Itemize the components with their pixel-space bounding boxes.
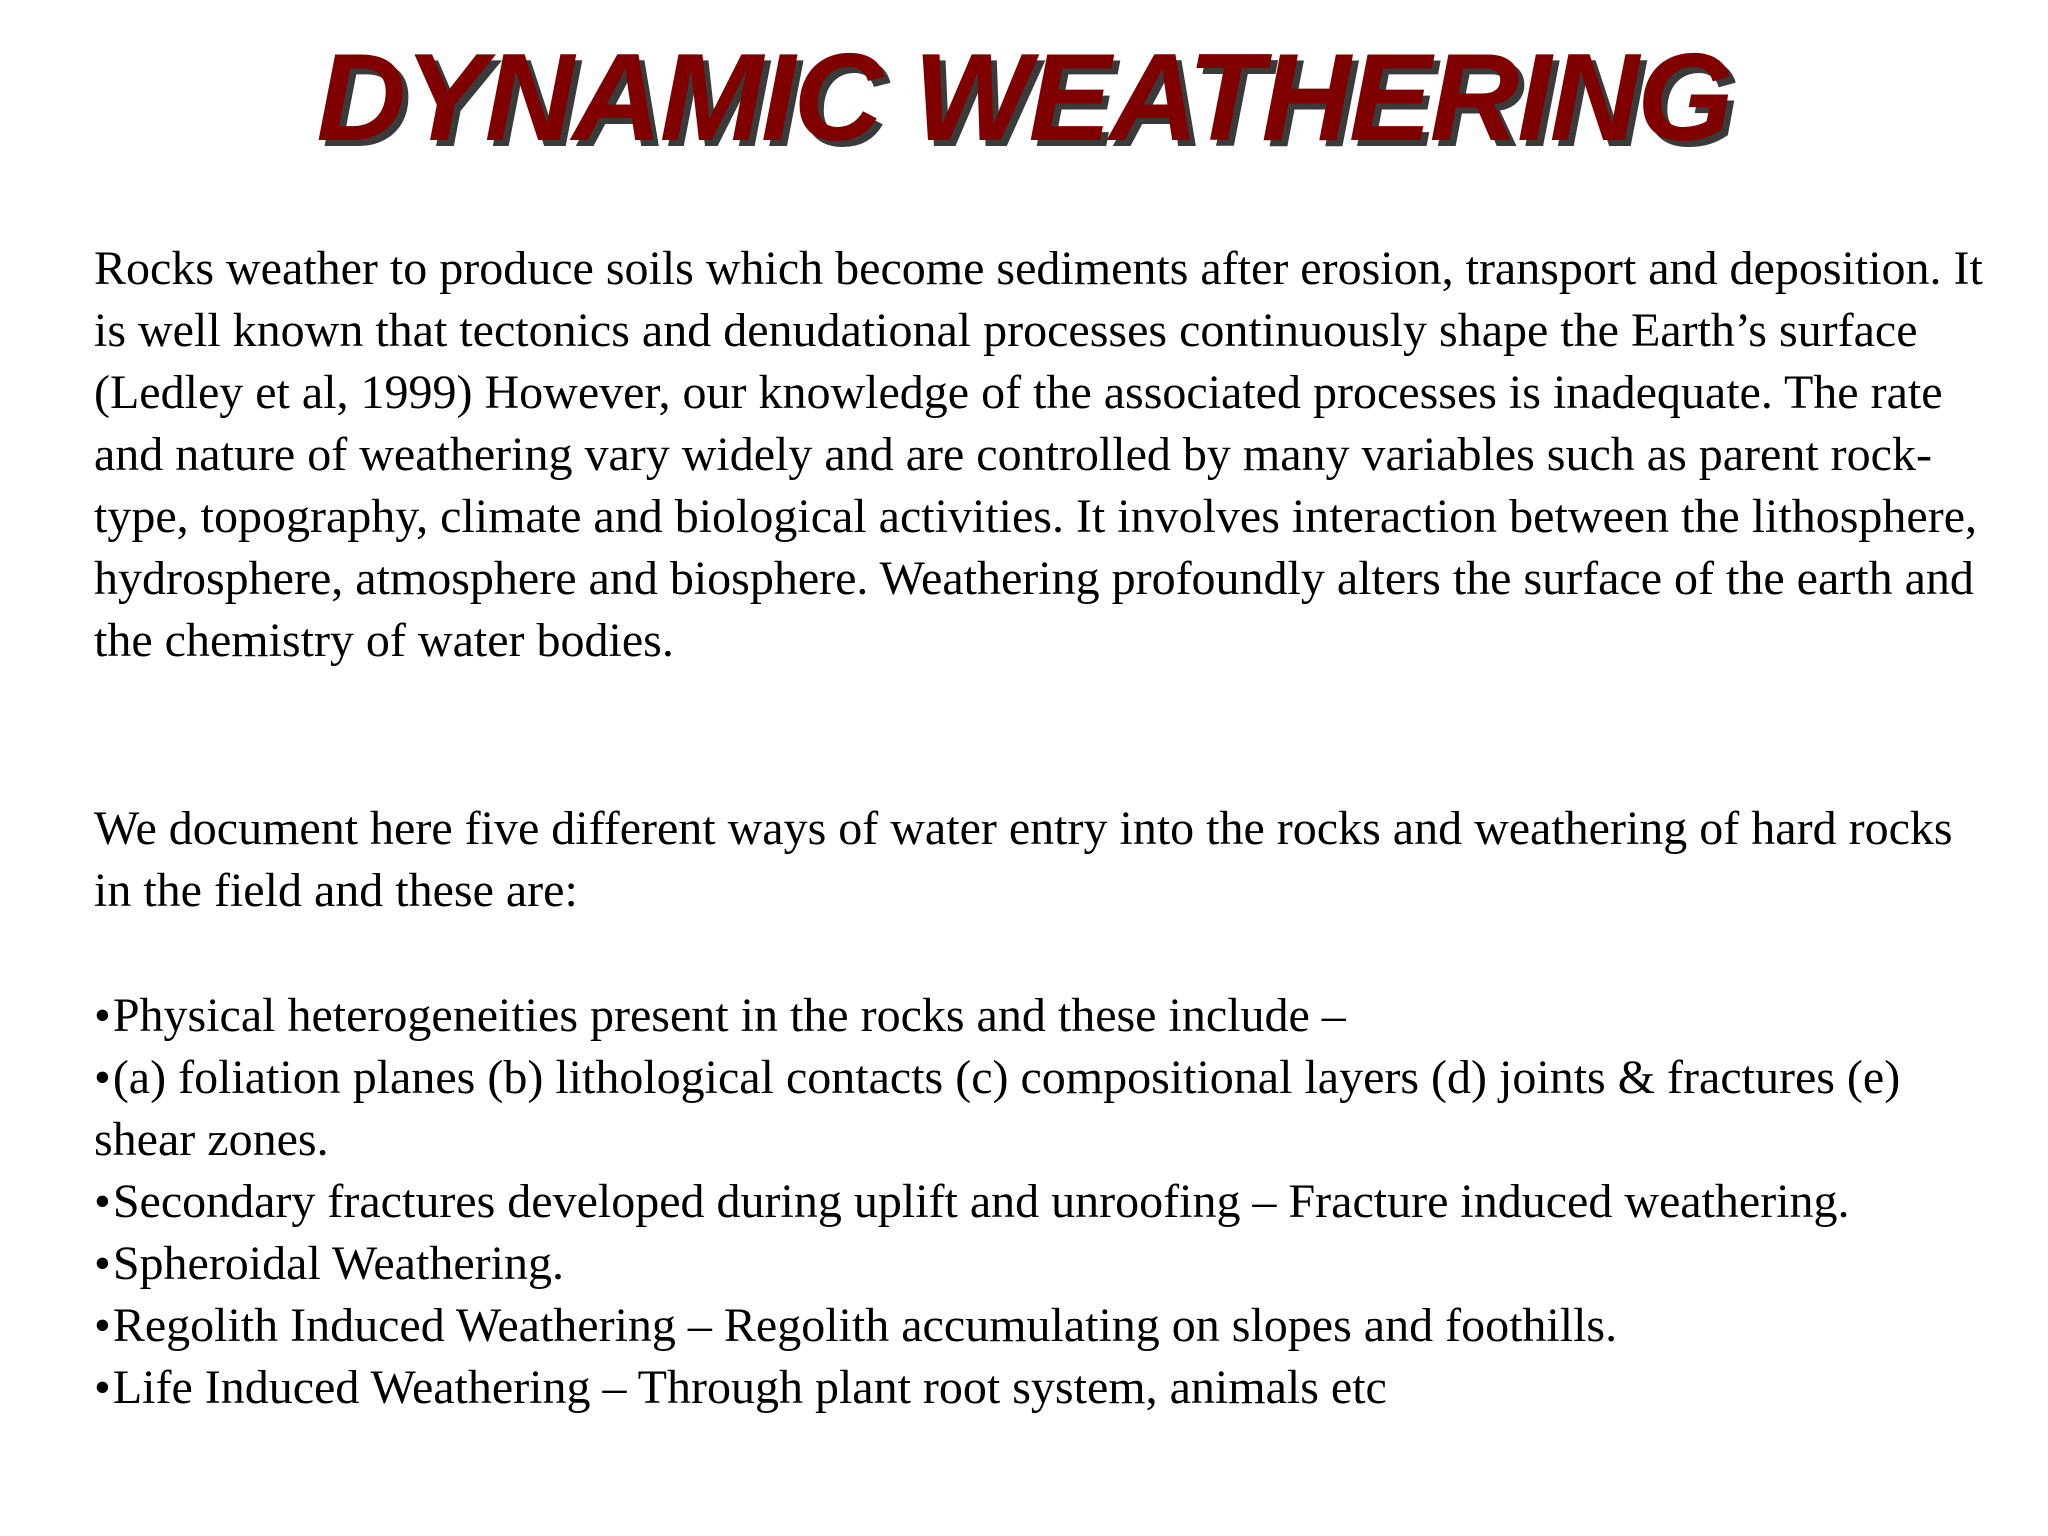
bullet-item <box>94 1171 1994 1233</box>
bullet-dot: • <box>94 1361 111 1414</box>
bullet-text: (a) foliation planes (b) lithological contacts (c) compositional layers (d) joints & fractures (e) shear zones. <box>94 1051 1901 1166</box>
bullet-dot: • <box>94 989 111 1042</box>
bullet-dot: • <box>94 1051 111 1104</box>
bullet-text: Regolith Induced Weathering – Regolith accumulating on slopes and foothills. <box>112 1299 1618 1352</box>
intro-paragraph: Rocks weather to produce soils which become sediments after erosion, transport and deposition. It is well known that tectonics and denudational processes continuously shape the Earth’s surface (Ledley et al, 1999) However, our knowledge of the associated processes is inadequate. The rate and nature of weathering vary widely and are controlled by many variables such as parent rock-type, topography, climate and biological activities. It involves interaction between the lithosphere, hydrosphere, atmosphere and biosphere. Weathering profoundly alters the surface of the earth and the chemistry of water bodies. <box>94 242 1983 667</box>
bullet-item <box>94 985 1994 1047</box>
slide-title: DYNAMIC WEATHERING <box>316 29 1732 167</box>
bullet-item <box>94 1047 1994 1171</box>
bullet-dot: • <box>94 1175 111 1228</box>
bullet-text: Spheroidal Weathering. <box>112 1237 564 1290</box>
bullet-item <box>94 1357 1994 1419</box>
bullet-item <box>94 1295 1994 1357</box>
bullet-item <box>94 1233 1994 1295</box>
bullet-text: Physical heterogeneities present in the rocks and these include – <box>112 989 1346 1042</box>
bullet-text: Secondary fractures developed during uplift and unroofing – Fracture induced weathering. <box>112 1175 1850 1228</box>
lead-paragraph: We document here five different ways of water entry into the rocks and weathering of hard rocks in the field and these are: <box>94 802 1953 917</box>
bullet-text: Life Induced Weathering – Through plant root system, animals etc <box>112 1361 1387 1414</box>
bullet-dot: • <box>94 1299 111 1352</box>
bullet-dot: • <box>94 1237 111 1290</box>
bullet-list <box>94 985 1994 1419</box>
